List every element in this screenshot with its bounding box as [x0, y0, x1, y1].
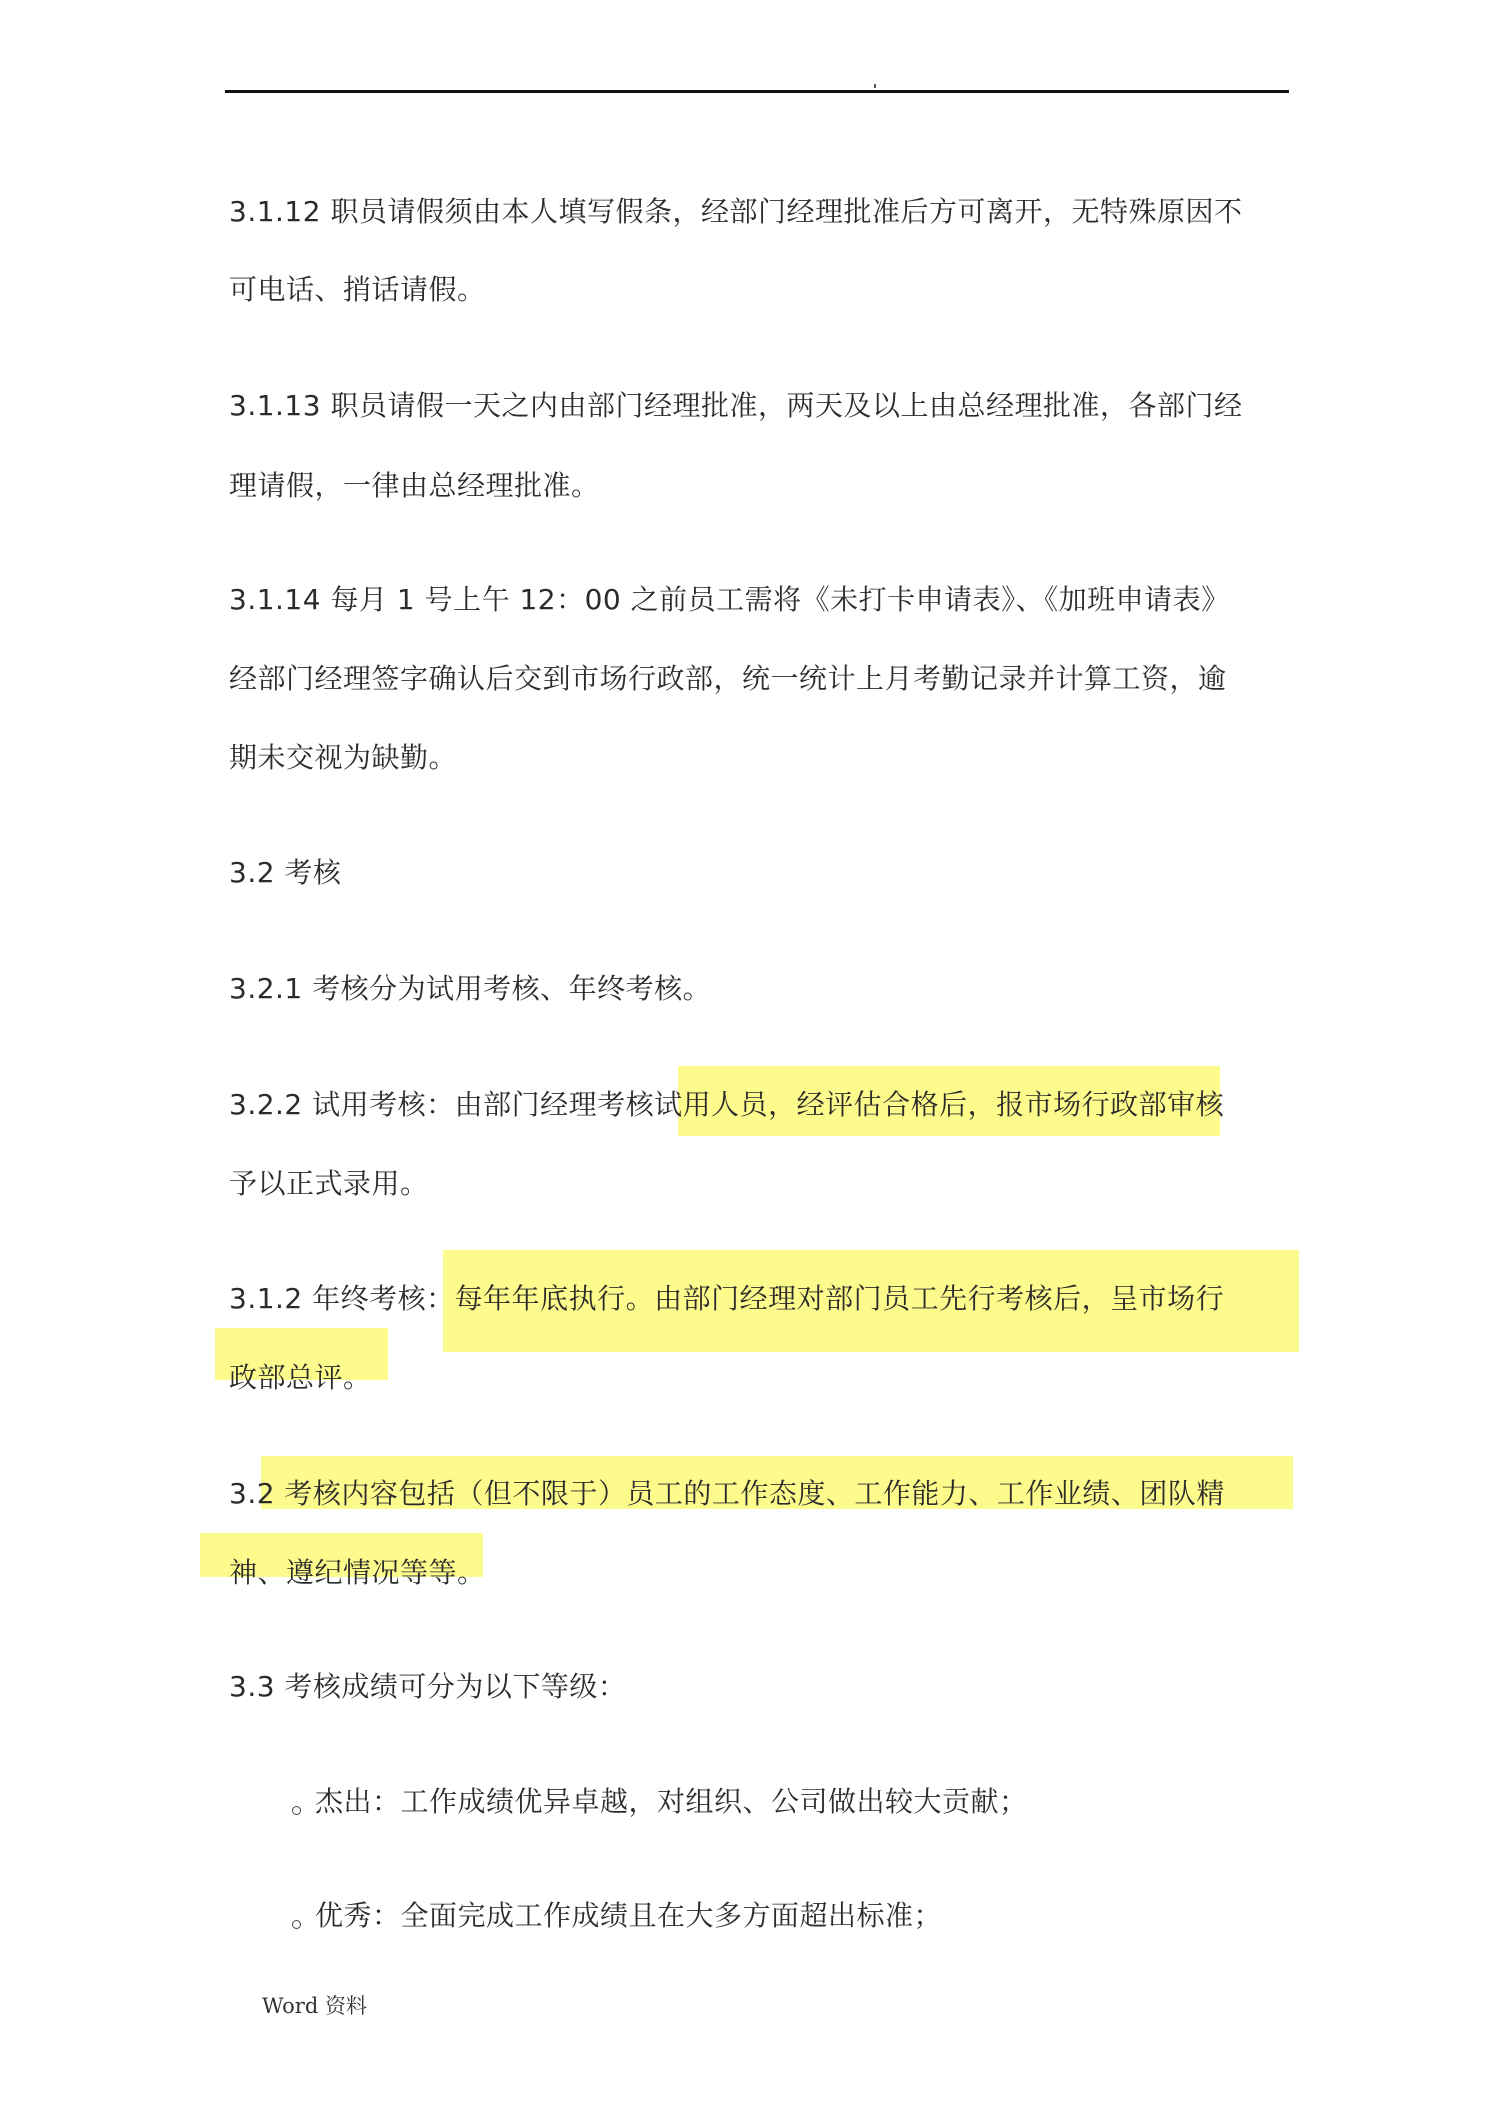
paragraph-3-1-14-line3: 期未交视为缺勤。	[229, 741, 458, 774]
paragraph-3-2b-pre: 3.2	[229, 1477, 276, 1510]
paragraph-3-2-2-line2: 予以正式录用。	[229, 1167, 429, 1200]
grade-item-outstanding	[292, 1782, 1028, 1822]
paragraph-3-2b-line1	[229, 1474, 1225, 1514]
paragraph-3-1-13-line1: 3.1.13 职员请假一天之内由部门经理批准，两天及以上由总经理批准，各部门经	[229, 389, 1243, 422]
header-mark	[874, 84, 876, 88]
page-footer: Word 资料	[262, 1994, 367, 2018]
paragraph-3-1-12-line2: 可电话、捎话请假。	[229, 273, 486, 306]
paragraph-3-1-2-line2: 政部总评。	[229, 1361, 372, 1394]
section-heading-3-2: 3.2 考核	[229, 856, 342, 889]
paragraph-3-1-2-pre: 3.1.2 年终考核：	[229, 1282, 455, 1315]
paragraph-3-1-14-line1: 3.1.14 每月 1 号上午 12：00 之前员工需将《未打卡申请表》、《加班申请表》	[229, 583, 1230, 616]
paragraph-3-2-2-post: 审核	[1167, 1088, 1225, 1121]
paragraph-3-1-2-highlighted: 每年年底执行。由部门经理对部门员工先行考核后，呈市场行	[454, 1282, 1225, 1315]
paragraph-3-2-2-highlighted: 试用人员，经评估合格后，报市场行政部	[654, 1088, 1168, 1121]
grade-item-text: 杰出：工作成绩优异卓越，对组织、公司做出较大贡献；	[315, 1785, 1028, 1818]
grade-item-excellent	[292, 1896, 942, 1936]
paragraph-3-1-12-line1: 3.1.12 职员请假须由本人填写假条，经部门经理批准后方可离开，无特殊原因不	[229, 195, 1243, 228]
circle-bullet-icon	[292, 1920, 301, 1929]
grade-item-text: 优秀：全面完成工作成绩且在大多方面超出标准；	[315, 1899, 943, 1932]
paragraph-3-1-2-line1	[229, 1279, 1224, 1319]
paragraph-3-1-14-line2: 经部门经理签字确认后交到市场行政部，统一统计上月考勤记录并计算工资，逾	[229, 662, 1227, 695]
paragraph-3-2b-highlighted: 考核内容包括（但不限于）员工的工作态度、工作能力、工作业绩、团队精	[275, 1477, 1225, 1510]
paragraph-3-2-2-line1	[229, 1085, 1224, 1125]
circle-bullet-icon	[292, 1806, 301, 1815]
paragraph-3-1-13-line2: 理请假，一律由总经理批准。	[229, 469, 600, 502]
paragraph-3-2-1: 3.2.1 考核分为试用考核、年终考核。	[229, 972, 712, 1005]
header-rule	[225, 90, 1289, 93]
paragraph-3-2-2-pre: 3.2.2 试用考核：由部门经理考核	[229, 1088, 655, 1121]
paragraph-3-3: 3.3 考核成绩可分为以下等级：	[229, 1670, 627, 1703]
paragraph-3-2b-line2: 神、遵纪情况等等。	[229, 1556, 486, 1589]
